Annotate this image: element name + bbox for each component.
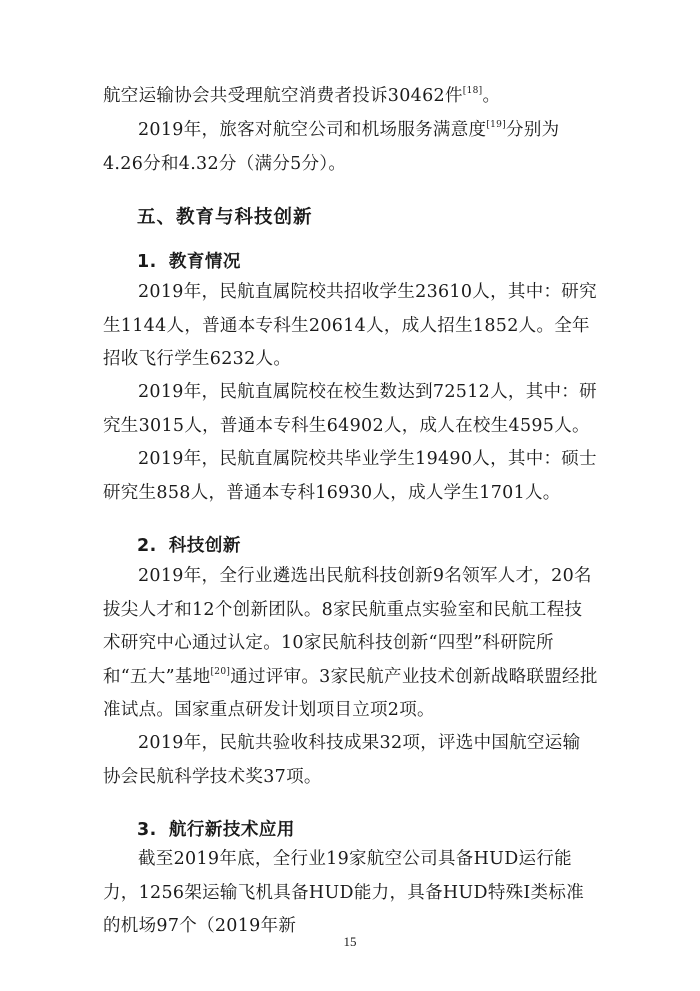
innovation-paragraph-2: 2019年，民航共验收科技成果32项，评选中国航空运输协会民航科学技术奖37项。: [103, 733, 581, 787]
intro-p2-text-b: 分别为4.26分和4.32分（满分5分）。: [103, 120, 560, 174]
innovation-p1-text-b: 通过评审。3家民航产业技术创新战略联盟经批准试点。国家重点研发计划项目立项2项。: [103, 666, 598, 720]
section-heading: 五、教育与科技创新: [137, 207, 313, 228]
flight-tech-paragraph-1: 截至2019年底，全行业19家航空公司具备HUD运行能力，1256架运输飞机具备HUD能力，具备HUD特殊Ⅰ类标准的机场97个（2019年新: [103, 849, 585, 936]
education-paragraph-3: 2019年，民航直属院校共毕业学生19490人，其中：硕士研究生858人，普通本专科16930人，成人学生1701人。: [103, 449, 597, 503]
intro-p2-text-a: 2019年，旅客对航空公司和机场服务满意度: [138, 120, 487, 140]
subsection-title: 科技创新: [168, 536, 241, 556]
subsection-heading-education: [137, 248, 241, 273]
innovation-paragraph-1: [103, 560, 598, 728]
intro-p1-end: 。: [482, 86, 501, 106]
intro-paragraph-1: [103, 80, 598, 114]
subsection-heading-flight-tech: [137, 816, 295, 841]
page-number: 15: [343, 934, 357, 949]
footnote-ref-20[interactable]: [20]: [210, 666, 231, 677]
footnote-ref-18[interactable]: [18]: [462, 86, 483, 96]
subsection-number: 3.: [137, 820, 157, 840]
intro-paragraph-2: [103, 114, 598, 181]
subsection-number: 1.: [137, 252, 157, 272]
education-paragraph-1: 2019年，民航直属院校共招收学生23610人，其中：研究生1144人，普通本专科生20614人，成人招生1852人。全年招收飞行学生6232人。: [103, 282, 597, 369]
subsection-heading-innovation: [137, 532, 241, 557]
subsection-title: 航行新技术应用: [168, 820, 295, 840]
innovation-p1-text-a: 2019年，全行业遴选出民航科技创新9名领军人才，20名拔尖人才和12个创新团队。8家民航重点实验室和民航工程技术研究中心通过认定。10家民航科技创新“四型”科研院所和“五大”基地: [103, 566, 592, 687]
footnote-ref-19[interactable]: [19]: [486, 120, 507, 130]
education-paragraph-2: 2019年，民航直属院校在校生数达到72512人，其中：研究生3015人，普通本专科生64902人，成人在校生4595人。: [103, 382, 597, 436]
intro-p1-text: 航空运输协会共受理航空消费者投诉30462件: [103, 86, 463, 106]
subsection-number: 2.: [137, 536, 157, 556]
subsection-title: 教育情况: [168, 252, 241, 272]
